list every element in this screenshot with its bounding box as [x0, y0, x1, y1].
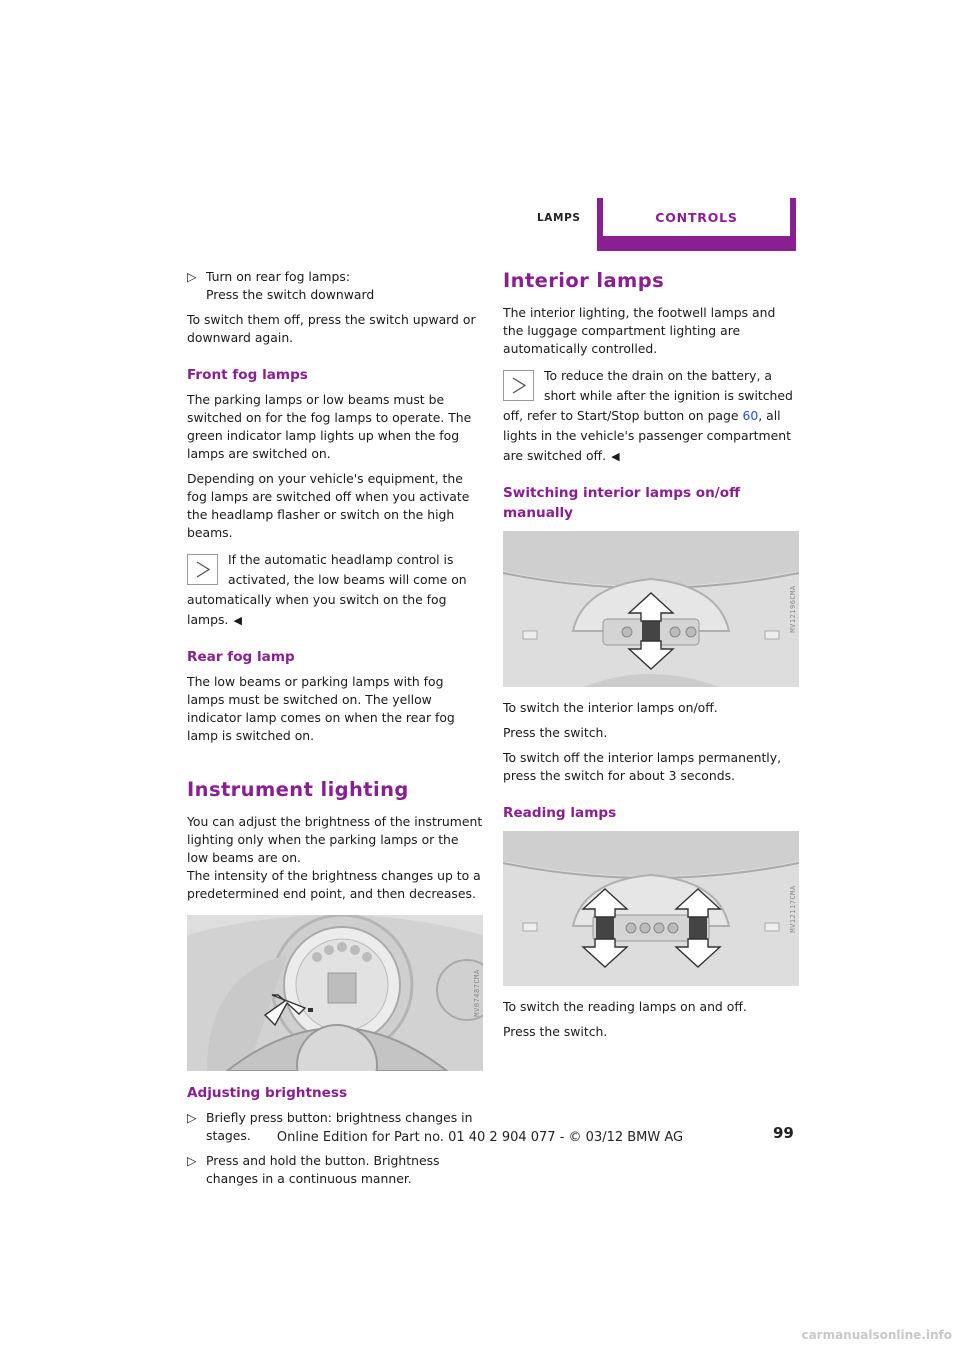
note-text-part: , all lights in the vehicle's passenger compartment are switched off. [503, 408, 791, 463]
note-arrow-icon [187, 554, 218, 585]
header-tab-label: CONTROLS [603, 198, 790, 236]
figure-code: MV12196CMA [789, 585, 797, 633]
left-column [187, 268, 483, 1195]
note-text: If the automatic headlamp control is activated, the low beams will come on automatically when you switch on the fog lamps. [187, 552, 467, 627]
bullet-text: Briefly press button: brightness changes in stages. [206, 1110, 473, 1143]
paragraph: The interior lighting, the footwell lamps and the luggage compartment lighting are automatically controlled. [503, 305, 776, 356]
figure-code: MV12117CMA [789, 884, 797, 933]
header-tab [597, 198, 796, 251]
note-arrow-icon [503, 370, 534, 401]
figure-code: MV07487CMA [473, 969, 481, 1017]
header-section-title: LAMPS [537, 212, 581, 224]
paragraph: Press the switch. [503, 725, 608, 740]
reading-lamps-figure [503, 831, 799, 986]
paragraph: Depending on your vehicle's equipment, the fog lamps are switched off when you activate the headlamp flasher or switch on the high beams. [187, 471, 470, 540]
paragraph: To switch off the interior lamps permanently, press the switch for about 3 seconds. [503, 750, 782, 783]
note-text-part: To reduce the drain on the battery, a short while after the ignition is switched off, refer to Start/Stop button on page [503, 368, 793, 423]
end-marker: ◀ [611, 450, 620, 463]
paragraph: The low beams or parking lamps with fog lamps must be switched on. The yellow indicator lamp comes on when the rear fog lamp is switched on. [187, 674, 455, 743]
paragraph [187, 813, 483, 903]
bullet-marker: ▷ [187, 269, 197, 284]
paragraph: To switch the interior lamps on/off. [503, 700, 718, 715]
end-marker: ◀ [233, 614, 242, 627]
note-text [503, 368, 793, 463]
rear-fog-heading: Rear fog lamp [187, 649, 295, 665]
interior-lamps-heading: Interior lamps [503, 269, 665, 292]
right-column [503, 268, 799, 1048]
bullet-text: Turn on rear fog lamps: [206, 269, 350, 284]
paragraph: The parking lamps or low beams must be switched on for the fog lamps to operate. The green indicator lamp lights up when the fog lamps are switched on. [187, 392, 472, 461]
paragraph: To switch the reading lamps on and off. [503, 999, 747, 1014]
manual-switching-heading: Switching interior lamps on/off manually [503, 485, 741, 521]
page-link[interactable]: 60 [742, 408, 759, 423]
reading-lamps-heading: Reading lamps [503, 805, 617, 821]
page-number: 99 [773, 1124, 794, 1142]
paragraph-line: The intensity of the brightness changes up to a predetermined end point, and then decreases. [187, 868, 481, 901]
bullet-marker: ▷ [187, 1153, 197, 1168]
watermark: carmanualsonline.info [801, 1328, 952, 1342]
paragraph: Press the switch. [503, 1024, 608, 1039]
bullet-text: Press the switch downward [206, 287, 375, 302]
bullet-text: Press and hold the button. Brightness changes in a continuous manner. [206, 1153, 440, 1186]
bullet-marker: ▷ [187, 1110, 197, 1125]
paragraph-line: You can adjust the brightness of the instrument lighting only when the parking lamps or the low beams are on. [187, 814, 483, 865]
note-block [187, 549, 483, 629]
footer-edition: Online Edition for Part no. 01 40 2 904 077 - © 03/12 BMW AG [276, 1130, 684, 1145]
instrument-cluster-figure [187, 915, 483, 1071]
paragraph: To switch them off, press the switch upward or downward again. [187, 312, 476, 345]
front-fog-heading: Front fog lamps [187, 367, 308, 383]
adjust-bullet [187, 1152, 483, 1188]
note-block [503, 365, 799, 465]
adjust-brightness-heading: Adjusting brightness [187, 1085, 348, 1101]
instrument-lighting-heading: Instrument lighting [187, 778, 409, 801]
rear-fog-bullet [187, 268, 483, 304]
interior-switch-figure [503, 531, 799, 687]
